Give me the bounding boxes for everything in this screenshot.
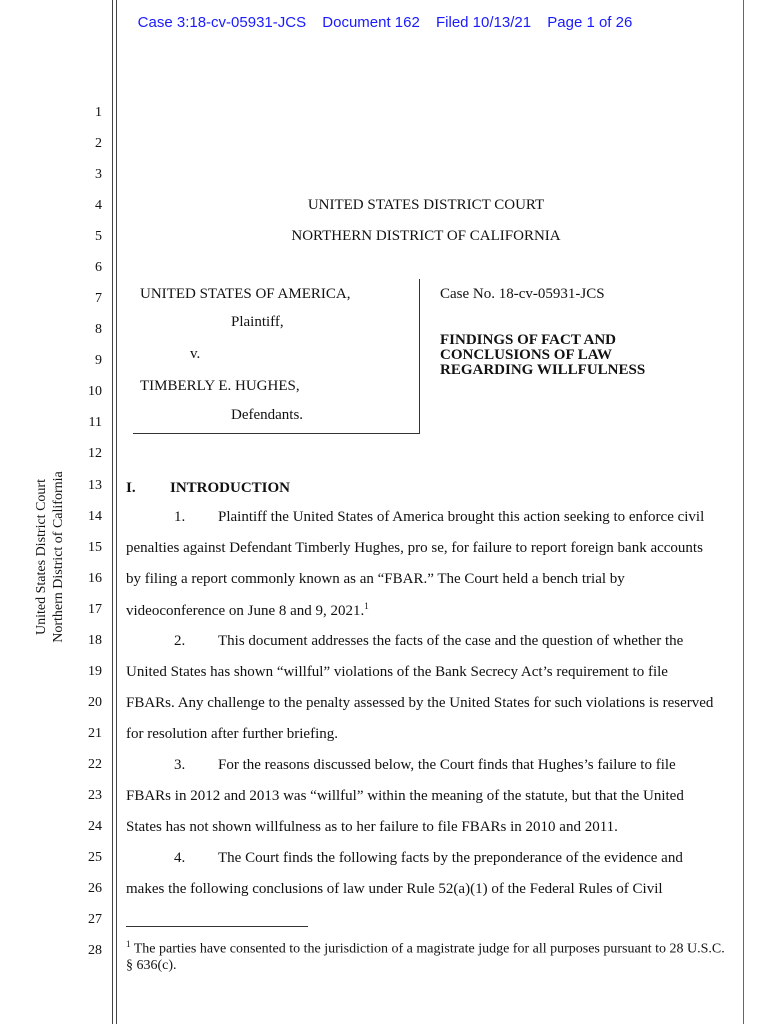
filed-date: Filed 10/13/21 [436,14,532,31]
line-number: 25 [88,850,102,865]
case-no: Case No. 18-cv-05931-JCS [440,286,605,302]
body-line [126,509,770,526]
court-side-label-line2: Northern District of California [51,471,66,643]
line-number: 19 [88,664,102,679]
line-number: 21 [88,726,102,741]
court-district: NORTHERN DISTRICT OF CALIFORNIA [291,228,561,244]
line-number: 23 [88,788,102,803]
footnote-text: The parties have consented to the jurisdiction of a magistrate judge for all purposes pursuant to 28 U.S.C. § 636(c). [126,941,725,973]
court-side-label-line1: United States District Court [34,479,49,635]
document-number: Document 162 [322,14,420,31]
footnote-ref[interactable]: 1 [364,601,369,611]
versus: v. [190,346,201,362]
document-title-line: REGARDING WILLFULNESS [440,362,646,378]
court-name: UNITED STATES DISTRICT COURT [307,197,545,213]
line-text: For the reasons discussed below, the Court finds that Hughes’s failure to file [218,757,676,773]
document-title-line: FINDINGS OF FACT AND [440,332,616,348]
line-number: 4 [95,198,102,213]
body-line [126,633,770,650]
plaintiff-name: UNITED STATES OF AMERICA, [140,286,351,302]
section-heading [126,480,290,497]
line-number: 9 [95,353,102,368]
line-number: 10 [88,384,102,399]
body-line [126,757,770,774]
body-line: makes the following conclusions of law under Rule 52(a)(1) of the Federal Rules of Civil [126,881,663,897]
left-margin-rule-inner [116,0,117,1024]
line-number: 8 [95,322,102,337]
line-number: 18 [88,633,102,648]
case-number: Case 3:18-cv-05931-JCS [137,14,307,31]
body-line: for resolution after further briefing. [126,726,338,742]
section-number: I. [126,480,136,496]
left-margin-rule [112,0,113,1024]
line-number: 7 [95,291,102,306]
line-text: videoconference on June 8 and 9, 2021. [126,603,365,619]
paragraph-number: 1. [174,509,186,525]
line-text: Plaintiff the United States of America brought this action seeking to enforce civil [218,509,705,525]
paragraph-number: 3. [174,757,186,773]
body-line [126,601,726,620]
line-number: 28 [88,943,102,958]
line-number: 22 [88,757,102,772]
line-number: 15 [88,540,102,555]
body-line: United States has shown “willful” violations of the Bank Secrecy Act’s requirement to file [126,664,668,680]
footnote [126,936,726,974]
line-number: 16 [88,571,102,586]
line-number: 24 [88,819,102,834]
line-number: 12 [88,446,102,461]
line-number: 3 [95,167,102,182]
line-text: The Court finds the following facts by the preponderance of the evidence and [218,850,683,866]
line-number: 26 [88,881,102,896]
line-number: 27 [88,912,102,927]
body-line: by filing a report commonly known as an “FBAR.” The Court held a bench trial by [126,571,625,587]
body-line: penalties against Defendant Timberly Hughes, pro se, for failure to report foreign bank accounts [126,540,703,556]
footnote-mark: 1 [126,939,131,949]
defendant-name: TIMBERLY E. HUGHES, [140,378,300,394]
body-line: FBARs. Any challenge to the penalty assessed by the United States for such violations is reserved [126,695,714,711]
line-number: 14 [88,509,102,524]
line-number: 2 [95,136,102,151]
line-number: 6 [95,260,102,275]
document-title-line: CONCLUSIONS OF LAW [440,347,612,363]
body-line: States has not shown willfulness as to her failure to file FBARs in 2010 and 2011. [126,819,618,835]
document-title [440,333,645,378]
line-text: This document addresses the facts of the case and the question of whether the [218,633,684,649]
plaintiff-role: Plaintiff, [231,314,284,330]
defendant-role: Defendants. [231,407,304,423]
line-number: 1 [95,105,102,120]
paragraph-number: 4. [174,850,186,866]
line-number: 17 [88,602,102,617]
line-number: 5 [95,229,102,244]
footnote-rule [126,926,308,927]
line-number: 13 [88,478,102,493]
line-number: 11 [88,415,102,430]
body-line: FBARs in 2012 and 2013 was “willful” within the meaning of the statute, but that the United [126,788,684,804]
section-title: INTRODUCTION [170,480,291,496]
paragraph-number: 2. [174,633,186,649]
page-indicator: Page 1 of 26 [547,14,633,31]
line-number: 20 [88,695,102,710]
body-line [126,850,770,867]
